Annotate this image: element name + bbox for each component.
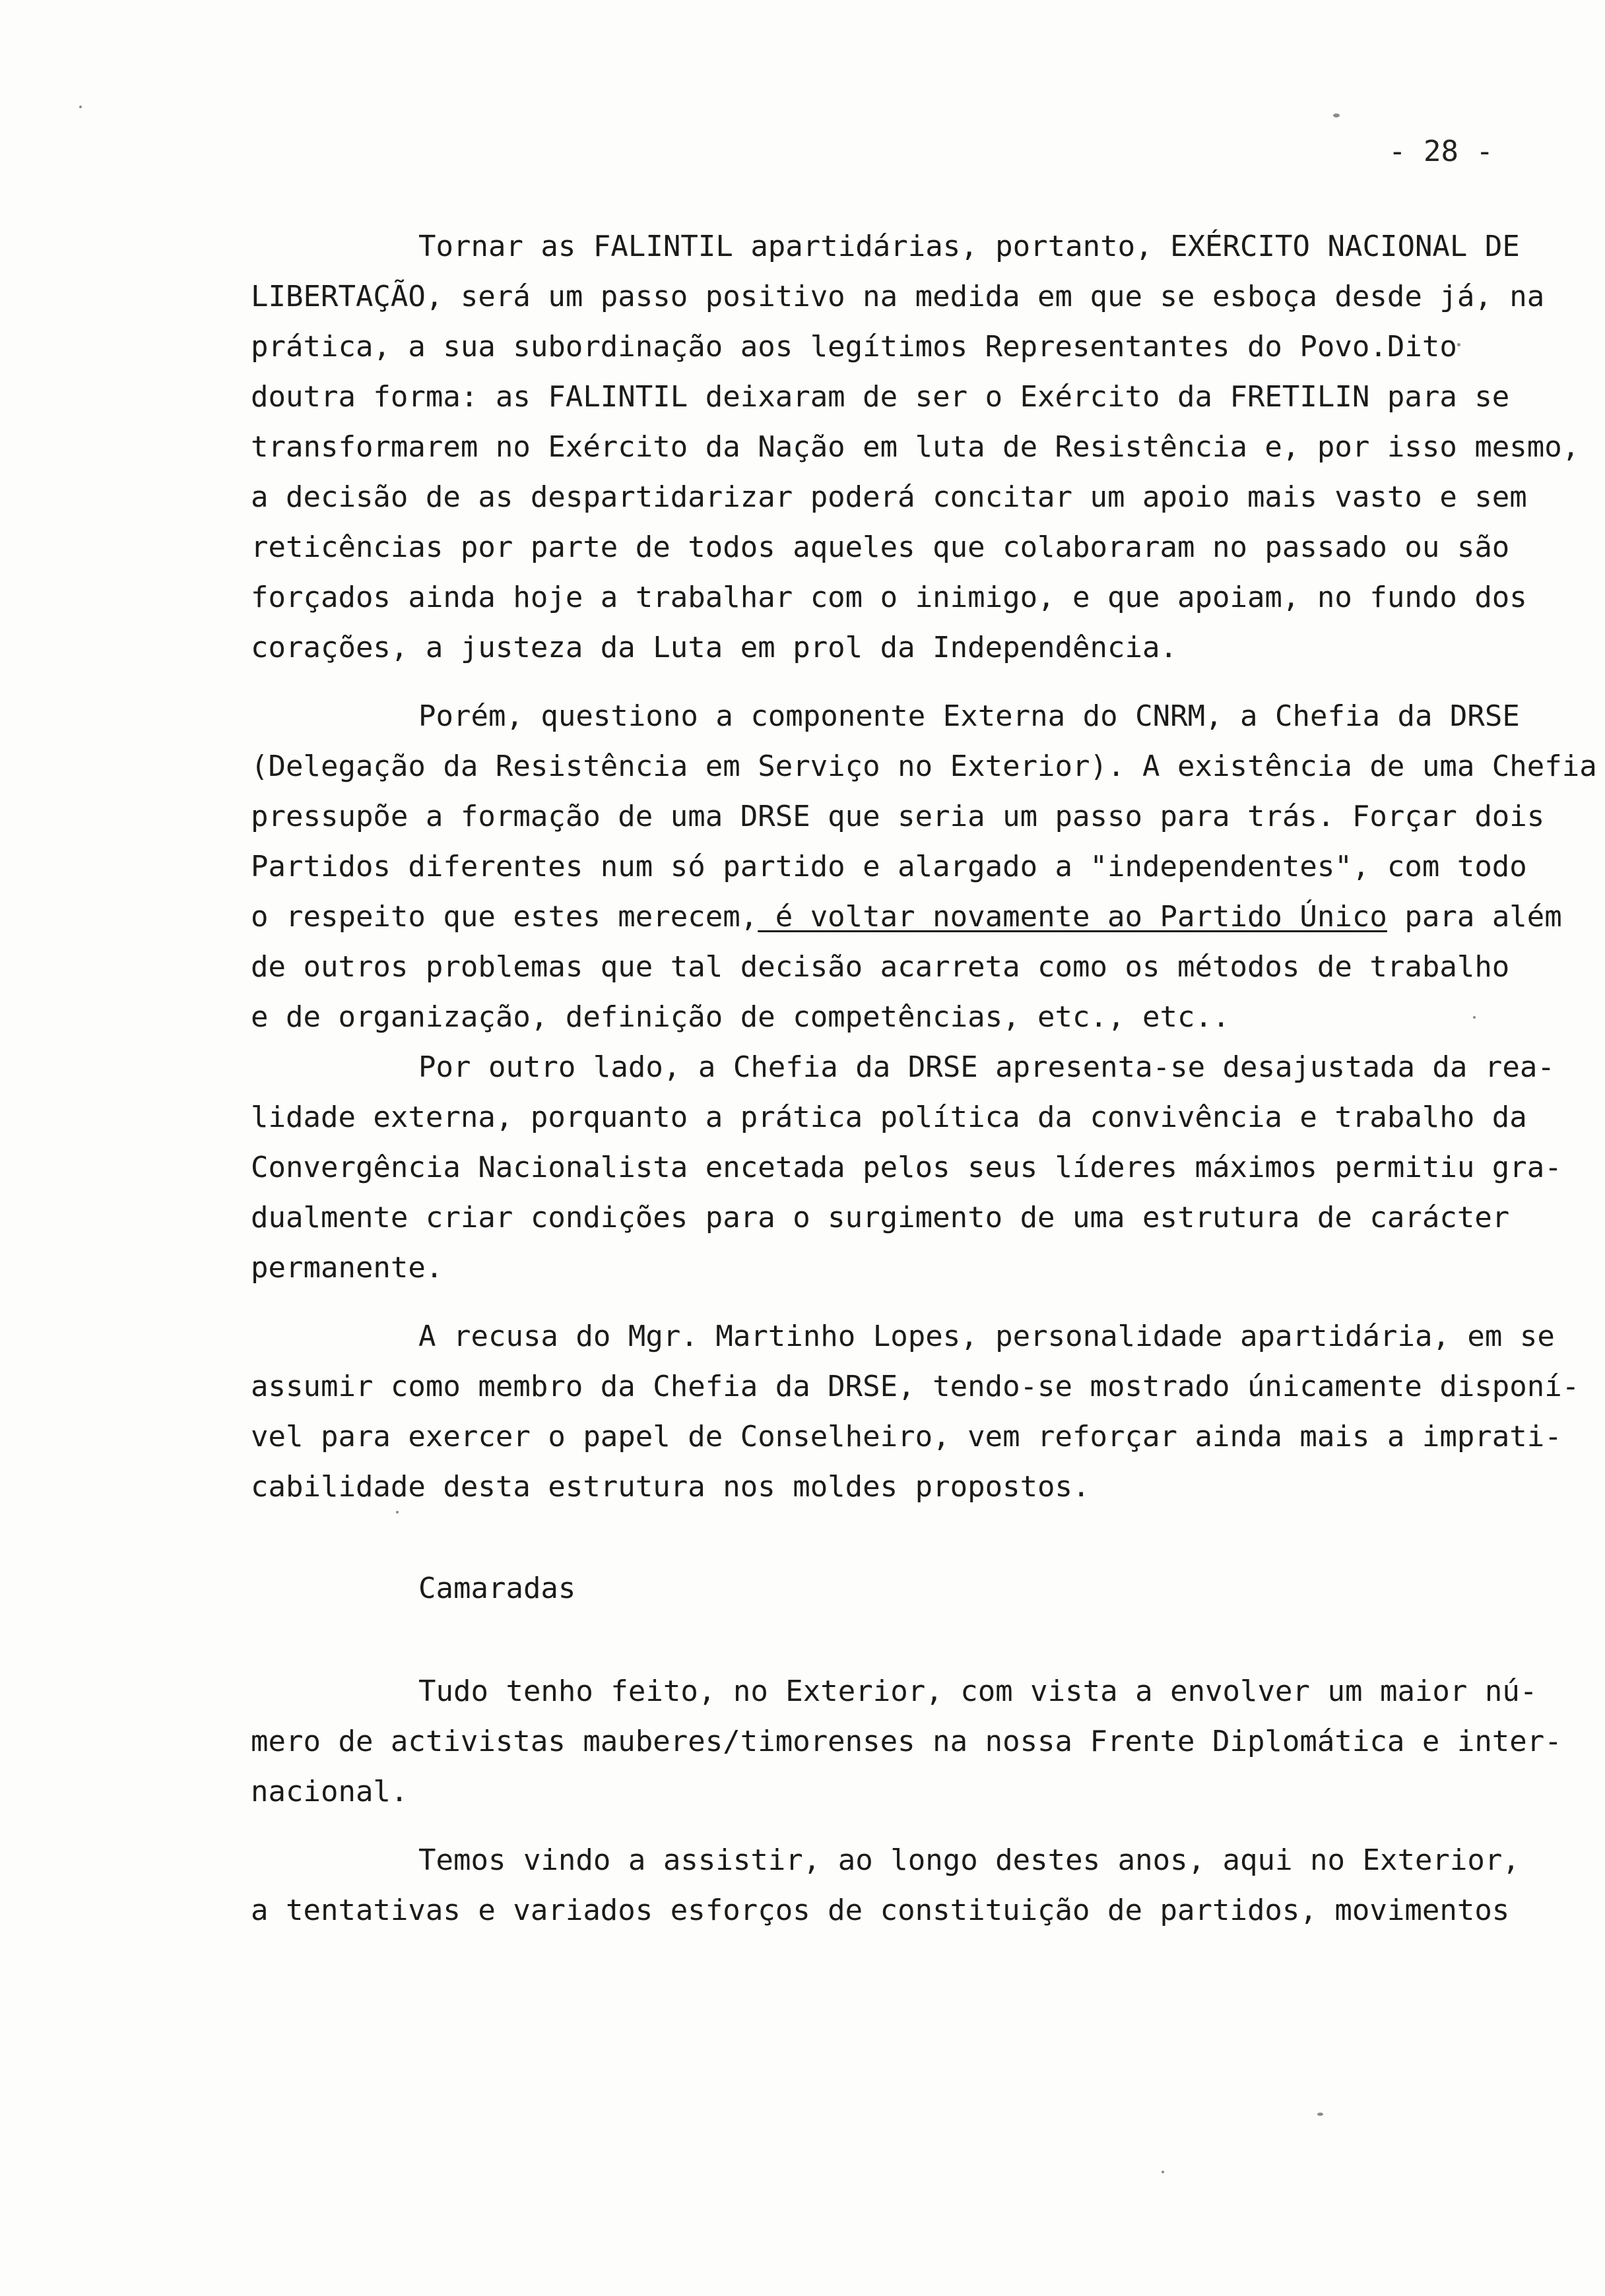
text-line: e de organização, definição de competências, etc., etc.. [251,1000,1230,1034]
text-line: pressupõe a formação de uma DRSE que seria um passo para trás. Forçar dois [251,800,1545,833]
text-segment: o respeito que estes merecem, [251,900,758,934]
underlined-phrase: é voltar novamente ao Partido Único [758,900,1387,934]
text-line: assumir como membro da Chefia da DRSE, tendo-se mostrado únicamente disponí- [251,1370,1580,1403]
text-line: nacional. [251,1775,409,1808]
page-number: - 28 - [1389,135,1493,168]
text-line: dualmente criar condições para o surgimento de uma estrutura de carácter [251,1201,1510,1234]
text-line: forçados ainda hoje a trabalhar com o inimigo, e que apoiam, no fundo dos [251,581,1527,614]
text-line: a decisão de as despartidarizar poderá concitar um apoio mais vasto e sem [251,480,1527,514]
text-line: doutra forma: as FALINTIL deixaram de ser o Exército da FRETILIN para se [251,380,1510,414]
text-line: reticências por parte de todos aqueles que colaboraram no passado ou são [251,530,1510,564]
scan-speck [79,106,82,108]
scan-speck [396,1511,399,1514]
scan-speck [1333,113,1340,117]
scan-speck [1162,2171,1164,2173]
text-line: lidade externa, porquanto a prática política da convivência e trabalho da [251,1100,1527,1134]
text-line: corações, a justeza da Luta em prol da Independência. [251,631,1177,664]
text-line: LIBERTAÇÃO, será um passo positivo na medida em que se esboça desde já, na [251,280,1545,313]
text-line: Convergência Nacionalista encetada pelos seus líderes máximos permitiu gra- [251,1151,1562,1184]
text-line: permanente. [251,1251,443,1285]
text-line: Porém, questiono a componente Externa do CNRM, a Chefia da DRSE [418,699,1520,733]
text-segment: para além [1387,900,1562,934]
text-line: transformarem no Exército da Nação em luta de Resistência e, por isso mesmo, [251,430,1580,464]
text-line: (Delegação da Resistência em Serviço no Exterior). A existência de uma Chefia [251,749,1597,783]
text-line: Temos vindo a assistir, ao longo destes anos, aqui no Exterior, [418,1843,1520,1877]
text-line: Partidos diferentes num só partido e alargado a "independentes", com todo [251,850,1527,883]
text-line: Por outro lado, a Chefia da DRSE apresenta-se desajustada da rea- [418,1050,1555,1084]
scan-speck [1317,2113,1323,2116]
salutation: Camaradas [418,1572,576,1605]
text-line: cabilidade desta estrutura nos moldes propostos. [251,1470,1090,1504]
text-line: Tudo tenho feito, no Exterior, com vista a envolver um maior nú- [418,1674,1538,1708]
text-line: Tornar as FALINTIL apartidárias, portanto, EXÉRCITO NACIONAL DE [418,230,1520,263]
text-line: a tentativas e variados esforços de constituição de partidos, movimentos [251,1894,1510,1927]
text-line: A recusa do Mgr. Martinho Lopes, personalidade apartidária, em se [418,1320,1555,1353]
text-line: de outros problemas que tal decisão acarreta como os métodos de trabalho [251,950,1510,984]
text-line: prática, a sua subordinação aos legítimos Representantes do Povo.Dito [251,330,1457,364]
text-line: mero de activistas mauberes/timorenses na nossa Frente Diplomática e inter- [251,1725,1562,1758]
scan-speck [1473,1016,1476,1019]
text-line: vel para exercer o papel de Conselheiro, vem reforçar ainda mais a imprati- [251,1420,1562,1453]
scan-speck [1457,343,1460,346]
text-line [251,897,1562,937]
